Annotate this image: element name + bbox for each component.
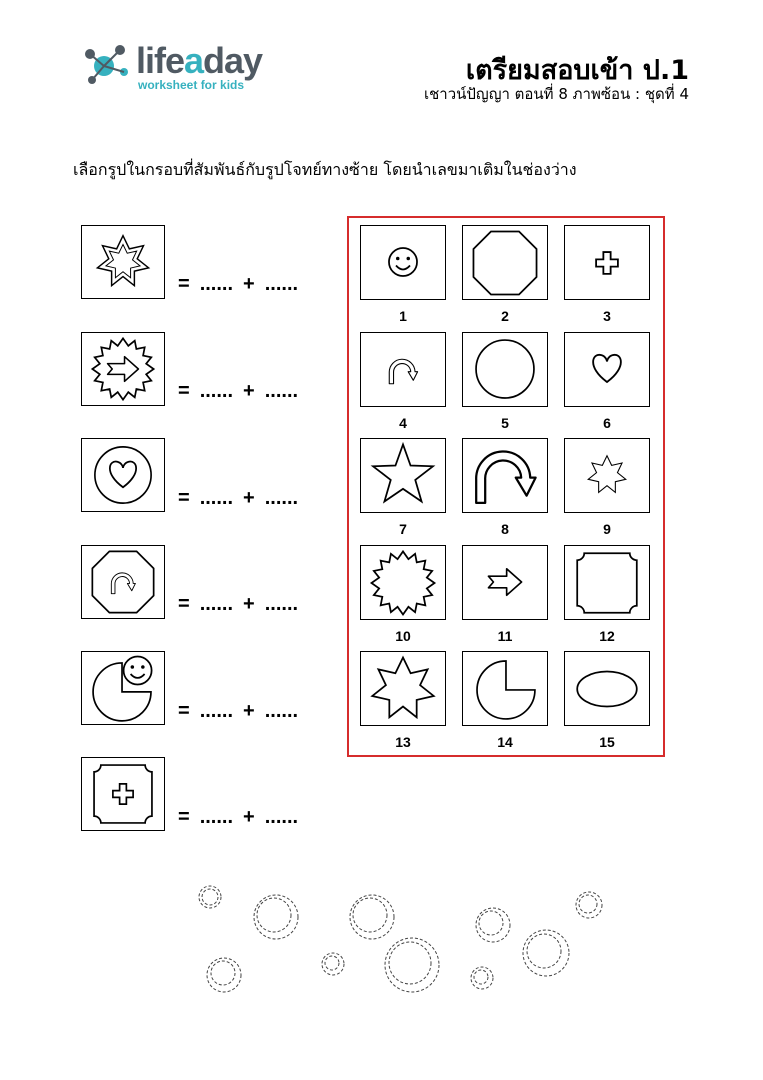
question-5-box: [81, 651, 165, 725]
option-number: 8: [501, 521, 509, 537]
question-4-equation: = ...... + ......: [178, 593, 299, 615]
notched-square-icon: [565, 546, 649, 619]
answer-blank[interactable]: ......: [264, 593, 299, 615]
option-4-box[interactable]: [360, 332, 446, 407]
heart-icon: [565, 333, 649, 406]
page-subtitle: เชาวน์ปัญญา ตอนที่ 8 ภาพซ้อน : ชุดที่ 4: [423, 85, 689, 103]
bubbles-decoration-icon: [190, 875, 610, 1005]
option-8-box[interactable]: [462, 438, 548, 513]
curved-arrow-in-octagon-icon: [82, 546, 164, 618]
option-number: 6: [603, 415, 611, 431]
option-number: 5: [501, 415, 509, 431]
option-2-box[interactable]: [462, 225, 548, 300]
answer-blank[interactable]: ......: [199, 487, 234, 509]
cross-icon: [565, 226, 649, 299]
instruction-text: เลือกรูปในกรอบที่สัมพันธ์กับรูปโจทย์ทางซ้าย โดยนำเลขมาเติมในช่องว่าง: [73, 160, 577, 179]
answer-blank[interactable]: ......: [199, 380, 234, 402]
option-number: 2: [501, 308, 509, 324]
option-number: 7: [399, 521, 407, 537]
star-in-star-icon: [82, 226, 164, 298]
option-13-box[interactable]: [360, 651, 446, 726]
option-7-box[interactable]: [360, 438, 446, 513]
smiley-on-pie-icon: [82, 652, 164, 724]
option-number: 12: [599, 628, 615, 644]
burst-icon: [361, 546, 445, 619]
option-number: 14: [497, 734, 513, 750]
pie-icon: [463, 652, 547, 725]
circle-icon: [463, 333, 547, 406]
arrow-in-burst-icon: [82, 333, 164, 405]
option-1-box[interactable]: [360, 225, 446, 300]
option-number: 10: [395, 628, 411, 644]
question-2-box: [81, 332, 165, 406]
option-number: 3: [603, 308, 611, 324]
seven-point-star-icon: [361, 652, 445, 725]
logo: [80, 38, 280, 98]
option-14-box[interactable]: [462, 651, 548, 726]
small-seven-point-star-icon: [565, 439, 649, 512]
small-curved-arrow-icon: [361, 333, 445, 406]
heart-in-circle-icon: [82, 439, 164, 511]
option-9-box[interactable]: [564, 438, 650, 513]
option-number: 1: [399, 308, 407, 324]
option-12-box[interactable]: [564, 545, 650, 620]
answer-blank[interactable]: ......: [264, 700, 299, 722]
large-curved-arrow-icon: [463, 439, 547, 512]
question-5-equation: = ...... + ......: [178, 700, 299, 722]
ellipse-icon: [565, 652, 649, 725]
option-11-box[interactable]: [462, 545, 548, 620]
answer-blank[interactable]: ......: [199, 806, 234, 828]
option-10-box[interactable]: [360, 545, 446, 620]
five-point-star-icon: [361, 439, 445, 512]
option-number: 9: [603, 521, 611, 537]
question-1-box: [81, 225, 165, 299]
option-6-box[interactable]: [564, 332, 650, 407]
answer-blank[interactable]: ......: [264, 380, 299, 402]
arrow-icon: [463, 546, 547, 619]
option-number: 11: [497, 628, 513, 644]
question-1-equation: = ...... + ......: [178, 273, 299, 295]
option-3-box[interactable]: [564, 225, 650, 300]
cross-in-notched-square-icon: [82, 758, 164, 830]
question-6-equation: = ...... + ......: [178, 806, 299, 828]
option-15-box[interactable]: [564, 651, 650, 726]
answer-blank[interactable]: ......: [199, 593, 234, 615]
option-5-box[interactable]: [462, 332, 548, 407]
question-3-equation: = ...... + ......: [178, 487, 299, 509]
page-title: เตรียมสอบเข้า ป.1: [465, 55, 689, 86]
answer-blank[interactable]: ......: [199, 273, 234, 295]
logo-wordmark: lifeaday: [136, 40, 263, 81]
octagon-icon: [463, 226, 547, 299]
option-number: 15: [599, 734, 615, 750]
logo-tagline: worksheet for kids: [138, 78, 245, 92]
question-2-equation: = ...... + ......: [178, 380, 299, 402]
logo-mark-icon: [80, 40, 136, 90]
option-number: 4: [399, 415, 407, 431]
question-3-box: [81, 438, 165, 512]
question-4-box: [81, 545, 165, 619]
answer-blank[interactable]: ......: [199, 700, 234, 722]
option-number: 13: [395, 734, 411, 750]
answer-blank[interactable]: ......: [264, 273, 299, 295]
smiley-icon: [361, 226, 445, 299]
answer-blank[interactable]: ......: [264, 806, 299, 828]
question-6-box: [81, 757, 165, 831]
answer-blank[interactable]: ......: [264, 487, 299, 509]
